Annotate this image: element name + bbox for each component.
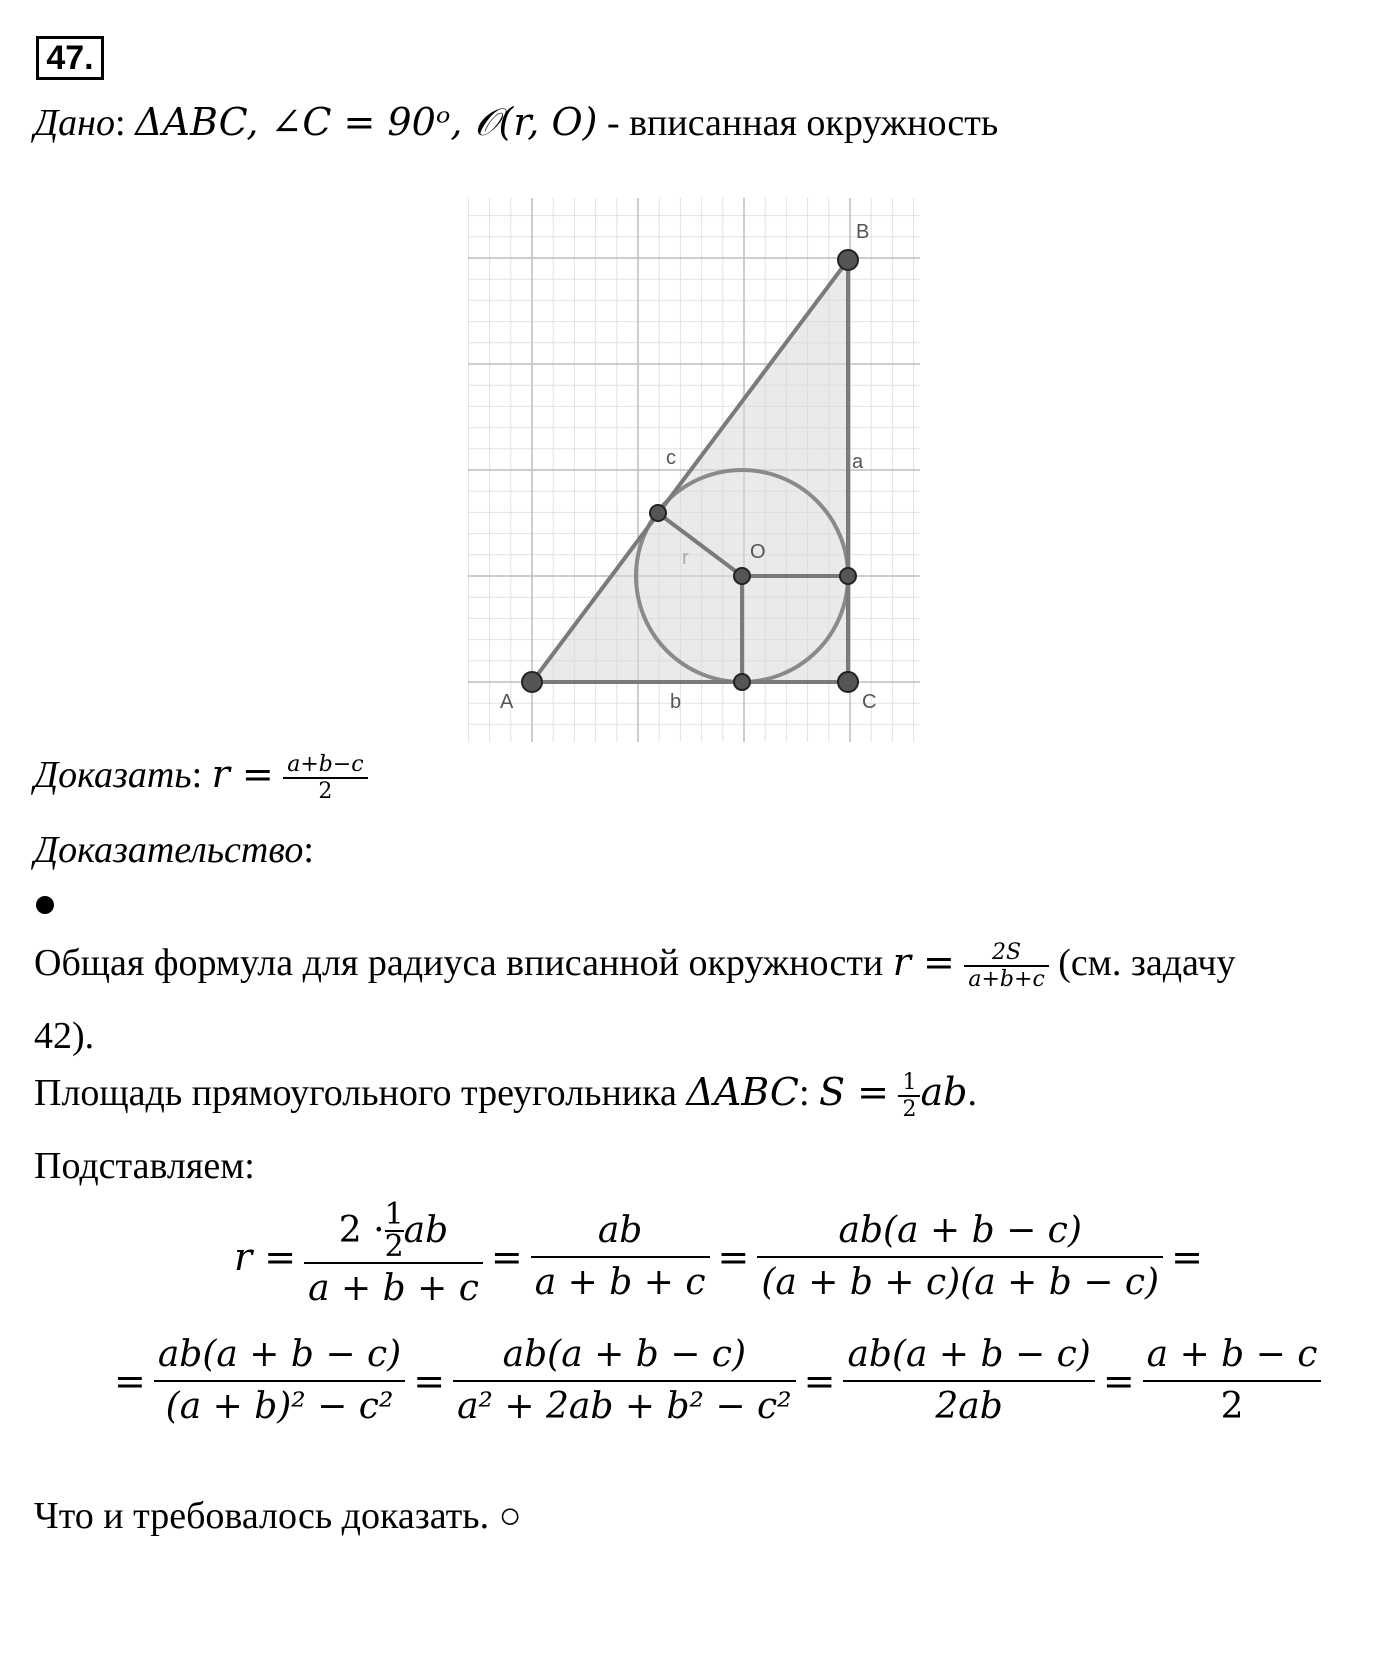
eq2-f1-numerator: ab(a + b − c): [157, 1334, 402, 1375]
tangent-point-c: [650, 505, 666, 521]
eq2-f3-denominator: 2ab: [935, 1386, 1003, 1427]
label-c: c: [666, 447, 676, 469]
eq2-f4-numerator: a + b − c: [1146, 1334, 1318, 1375]
prove-line: Доказать: r = $\frac{a+b-c}{2}$: [34, 752, 368, 804]
prove-denominator: 2: [318, 779, 333, 805]
p2-period: .: [967, 1072, 977, 1114]
paragraph-general-formula-line2: 42).: [34, 1015, 95, 1057]
point-A: [522, 672, 542, 692]
paragraph-general-formula: [34, 940, 1236, 992]
p2-half-fraction: [898, 1070, 920, 1122]
eq2-fraction-1: [154, 1330, 405, 1432]
eq2-f3-numerator: ab(a + b − c): [847, 1334, 1091, 1375]
problem-number: 47.: [36, 36, 104, 80]
p2-formula-rhs: ab: [920, 1070, 968, 1114]
prove-lhs: r =: [211, 752, 274, 796]
point-B: [838, 250, 858, 270]
prove-fraction: [283, 752, 367, 804]
eq1-f1-num-a: 2 ·: [338, 1210, 385, 1251]
eq2-f2-numerator: ab(a + b − c): [502, 1334, 747, 1375]
eq2-equals-2: =: [803, 1359, 836, 1403]
eq2-equals-0: =: [114, 1359, 146, 1403]
given-text: - вписанная окружность: [597, 102, 999, 144]
eq1-f1-half: [384, 1197, 404, 1264]
label-O: O: [750, 541, 766, 563]
eq1-f1-half-num: 1: [384, 1197, 404, 1232]
eq2-equals-3: =: [1102, 1359, 1135, 1403]
eq1-f2-denominator: a + b + c: [534, 1262, 706, 1303]
given-expression: ΔABC, ∠C = 90ᵒ, 𝒪(r, O): [135, 100, 598, 144]
tangent-point-b: [734, 674, 750, 690]
p2-triangle: ΔABC: [686, 1070, 799, 1114]
prove-numerator: a+b−c: [287, 752, 364, 778]
p2-formula-lhs: S =: [819, 1070, 889, 1114]
p2-half-den: 2: [902, 1097, 917, 1123]
eq1-fraction-3: [757, 1206, 1163, 1308]
prove-label: Доказать: [34, 754, 192, 796]
eq2-f4-denominator: 2: [1220, 1386, 1244, 1427]
paragraph-area: [34, 1070, 977, 1122]
p1-lhs: r =: [892, 940, 955, 984]
eq2-fraction-3: [843, 1330, 1094, 1432]
p2-text-before: Площадь прямоугольного треугольника: [34, 1072, 687, 1114]
eq1-f1-num-b: ab: [403, 1210, 449, 1251]
eq1-f1-numerator: [335, 1197, 452, 1264]
eq1-f1-denominator: a + b + c: [308, 1268, 479, 1309]
eq1-fraction-2: [531, 1206, 710, 1308]
given-line: Дано: ΔABC, ∠C = 90ᵒ, 𝒪(r, O) - вписанная окружность: [34, 100, 999, 144]
p1-text-before: Общая формула для радиуса вписанной окружности: [34, 942, 893, 984]
eq2-fraction-4: [1143, 1330, 1322, 1432]
proof-label-text: Доказательство: [34, 829, 304, 871]
label-b: b: [670, 691, 682, 713]
label-C: C: [862, 691, 877, 713]
eq2-fraction-2: [453, 1330, 796, 1432]
eq1-equals-3: =: [1171, 1235, 1203, 1279]
triangle-figure: [468, 198, 920, 742]
label-a: a: [852, 451, 864, 473]
given-label: Дано: [34, 102, 116, 144]
tangent-point-a: [840, 568, 856, 584]
label-r: r: [682, 547, 689, 569]
eq1-equals-1: =: [490, 1235, 523, 1279]
eq2-f2-denominator: a² + 2ab + b² − c²: [457, 1386, 792, 1427]
paragraph-substitute: Подставляем:: [34, 1145, 255, 1187]
equation-line-2: [114, 1330, 1321, 1432]
eq2-f1-denominator: (a + b)² − c²: [165, 1386, 394, 1427]
point-O: [734, 568, 750, 584]
label-B: B: [856, 221, 870, 243]
bullet: [36, 896, 54, 914]
p2-colon: :: [798, 1072, 820, 1114]
conclusion: Что и требовалось доказать. ○: [34, 1495, 522, 1537]
eq1-f3-numerator: ab(a + b − c): [838, 1210, 1082, 1251]
p1-numerator: 2S: [992, 940, 1022, 966]
eq1-f3-denominator: (a + b + c)(a + b − c): [761, 1262, 1160, 1303]
p1-text-after: (см. задачу: [1048, 942, 1236, 984]
eq1-equals-2: =: [717, 1235, 750, 1279]
eq2-equals-1: =: [413, 1359, 446, 1403]
equation-line-1: [234, 1197, 1211, 1314]
point-C: [838, 672, 858, 692]
label-A: A: [500, 691, 514, 713]
proof-label: Доказательство:: [34, 829, 314, 871]
p2-half-num: 1: [902, 1070, 917, 1096]
eq1-lhs: r =: [234, 1235, 297, 1279]
eq1-fraction-1: [304, 1197, 483, 1314]
eq1-f1-half-den: 2: [384, 1229, 404, 1264]
eq1-f2-numerator: ab: [597, 1210, 643, 1251]
p1-fraction: [964, 940, 1048, 992]
p1-denominator: a+b+c: [968, 967, 1045, 993]
